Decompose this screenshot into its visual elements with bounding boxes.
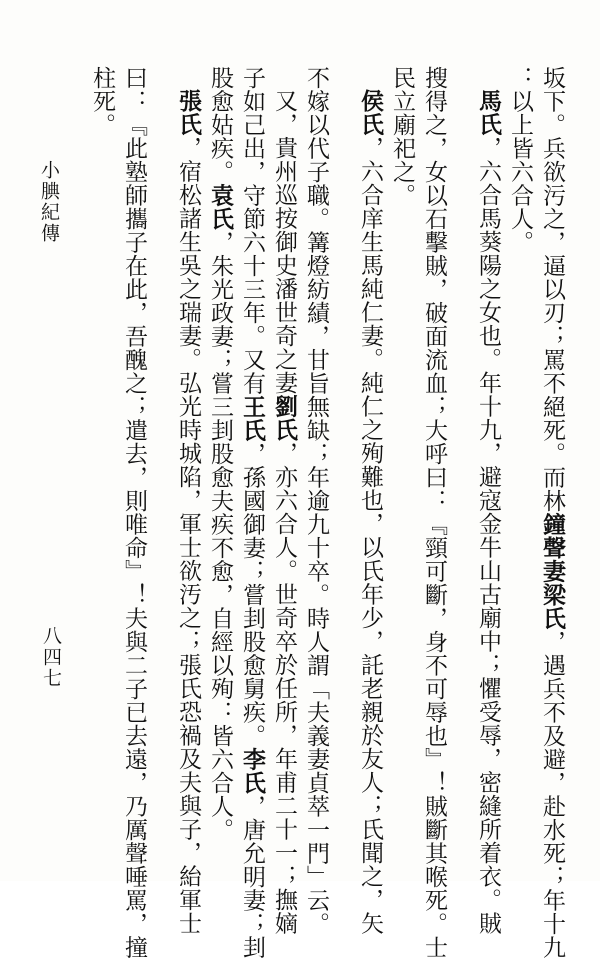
- person-name: 袁氏: [207, 184, 234, 231]
- text-column: [172, 66, 204, 856]
- text-segment: 股愈姑疾。: [207, 66, 233, 184]
- text-column: [86, 66, 118, 856]
- person-name: 劉氏: [271, 395, 298, 442]
- text-segment: ，宿松諸生吳之瑞妻。弘光時城陷，軍士欲汚之；張氏恐禍及夫與子，紿軍士: [175, 136, 201, 935]
- person-name: 鐘聲妻梁氏: [539, 513, 566, 631]
- person-name: 李氏: [239, 748, 266, 795]
- text-segment: ，孫國御妻；嘗刲股愈舅疾。: [239, 442, 265, 748]
- text-segment: 不嫁以代子職。篝燈紡績，甘旨無缺；年逾九十卒。時人謂「夫義妻貞萃一門」云。: [303, 66, 329, 936]
- vertical-text-body: [86, 66, 568, 856]
- text-segment: 子如己出，守節六十三年。又有: [239, 66, 265, 395]
- text-column: [472, 66, 504, 856]
- text-column: [268, 66, 300, 856]
- text-column: [204, 66, 236, 856]
- person-name: 王氏: [239, 395, 266, 442]
- person-name: 張氏: [175, 89, 202, 136]
- text-segment: ，遇兵不及避，赴水死；年十九: [539, 630, 565, 959]
- text-segment: 坂下。兵欲污之，逼以刃；罵不絕死。而林: [539, 66, 565, 513]
- text-segment: ，唐允明妻；刲: [239, 795, 265, 959]
- text-column: [418, 66, 450, 856]
- text-column: [386, 66, 418, 856]
- page-number: 八四七: [38, 626, 65, 689]
- text-segment: ：以上皆六合人。: [507, 66, 533, 254]
- text-segment: ，六合馬葵陽之女也。年十九，避寇金牛山古廟中；懼受辱，密縫所着衣。賊: [475, 136, 501, 935]
- text-segment: 搜得之，女以石擊賊，破面流血；大呼曰：『頸可斷，身不可辱也』！賊斷其喉死。士: [421, 66, 447, 959]
- text-column: [354, 66, 386, 856]
- running-title: 小腆紀傳: [36, 160, 63, 244]
- person-name: 馬氏: [475, 89, 502, 136]
- text-segment: ，亦六合人。世奇卒於任所，年甫二十一；撫嫡: [271, 442, 297, 936]
- text-segment: 曰：『此塾師攜子在此，吾醜之；遣去，則唯命』！夫與二子已去遠，乃厲聲唾罵，撞: [121, 66, 147, 959]
- text-column: [536, 66, 568, 856]
- text-column: [300, 66, 332, 856]
- text-segment: 民立廟祀之。: [389, 66, 415, 207]
- text-segment: 又，貴州巡按御史潘世奇之妻: [271, 89, 297, 395]
- text-segment: ，朱光政妻；嘗三刲股愈夫疾不愈，自經以殉：皆六合人。: [207, 231, 233, 842]
- text-column: [118, 66, 150, 856]
- text-segment: ，六合庠生馬純仁妻。純仁之殉難也，以氏年少，託老親於友人；氏聞之，矢: [357, 136, 383, 935]
- text-column: [236, 66, 268, 856]
- text-segment: 柱死。: [89, 66, 115, 137]
- person-name: 侯氏: [357, 89, 384, 136]
- text-column: [504, 66, 536, 856]
